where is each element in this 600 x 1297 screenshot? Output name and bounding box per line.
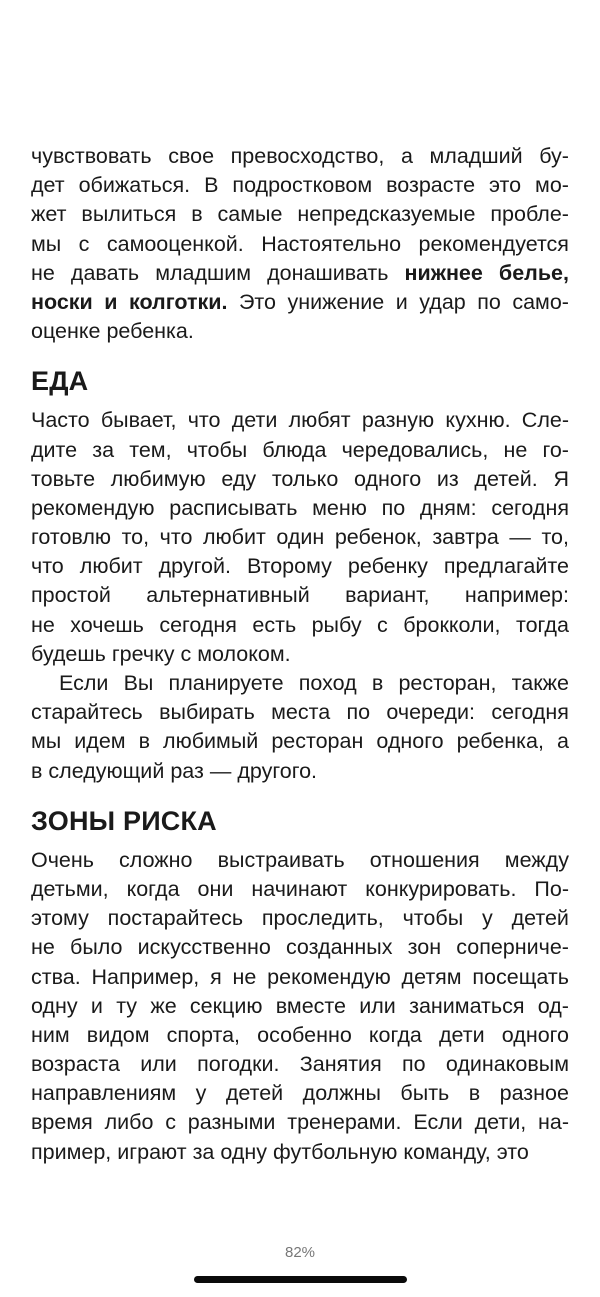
- word: оценке: [31, 319, 101, 344]
- word: мо-: [535, 173, 569, 198]
- text-line: [31, 317, 569, 346]
- word: сложно: [119, 847, 193, 872]
- text-line: [31, 142, 569, 171]
- text-line: [31, 171, 569, 200]
- word: сегодня: [491, 495, 569, 520]
- text-line: [31, 992, 569, 1021]
- word: обижаться.: [78, 173, 191, 198]
- word: разную: [361, 408, 435, 433]
- word: или: [359, 993, 396, 1018]
- word: альтернативный: [146, 583, 310, 608]
- word: это: [489, 173, 522, 198]
- word: донашивать: [267, 260, 389, 285]
- word: унижение: [287, 289, 385, 314]
- word: проследить,: [261, 906, 384, 931]
- word: пример,: [31, 1139, 112, 1164]
- word: будешь: [31, 641, 106, 666]
- text-line: [31, 669, 569, 698]
- word: предлагайте: [443, 554, 569, 579]
- word: по: [401, 1052, 426, 1077]
- word: кухню.: [445, 408, 511, 433]
- word: ту: [116, 993, 138, 1018]
- word: поход: [298, 671, 357, 695]
- home-indicator[interactable]: [194, 1276, 407, 1283]
- word: же: [150, 993, 177, 1018]
- word: одного: [501, 1022, 569, 1047]
- word: любимую: [110, 466, 206, 491]
- word: одну: [31, 993, 78, 1018]
- word: рыбу: [311, 612, 362, 637]
- word: тем,: [129, 437, 172, 462]
- word: сегодня: [491, 700, 569, 725]
- word: детьми,: [31, 876, 109, 901]
- word: направлениям: [31, 1081, 177, 1106]
- text-line: [31, 1050, 569, 1079]
- word: —: [509, 525, 531, 550]
- text-line: [31, 259, 569, 288]
- word: младшим: [155, 260, 252, 285]
- word: само-: [512, 289, 569, 314]
- word: Вы: [123, 671, 154, 695]
- word: Я: [553, 466, 569, 491]
- word: расписывать: [169, 495, 298, 520]
- word: чувствовать: [31, 144, 152, 168]
- word: жет: [31, 202, 67, 227]
- word: превосходство,: [230, 144, 385, 168]
- word: когда: [368, 1022, 422, 1047]
- word: подростковом: [232, 173, 373, 198]
- word: пробле-: [490, 202, 569, 227]
- word: дите: [31, 437, 78, 462]
- word: разными: [187, 1110, 276, 1135]
- word: тогда: [515, 612, 569, 637]
- word: одного: [353, 466, 422, 491]
- word: бу-: [539, 144, 569, 168]
- word: детей.: [474, 466, 538, 491]
- food-paragraph-1: [31, 406, 569, 669]
- word: искусственно: [137, 935, 271, 960]
- word: секцию: [189, 993, 263, 1018]
- text-line: [31, 698, 569, 727]
- word: завтра: [432, 525, 499, 550]
- word: давать: [70, 260, 140, 285]
- word: а: [400, 144, 413, 168]
- word: не: [232, 964, 257, 989]
- word: Занятия: [299, 1052, 382, 1077]
- word: ства.: [31, 964, 81, 989]
- word: любит: [202, 525, 266, 550]
- text-line: [31, 494, 569, 523]
- word: за: [92, 437, 115, 462]
- word: быть: [400, 1081, 450, 1106]
- text-line: [31, 933, 569, 962]
- word: с: [180, 641, 192, 666]
- word: Второму: [246, 554, 332, 579]
- word: есть: [252, 612, 297, 637]
- word: чередовались,: [341, 437, 489, 462]
- word: что: [187, 408, 221, 433]
- word: вылиться: [81, 202, 177, 227]
- word: начинают: [251, 876, 348, 901]
- word: постарайтесь: [107, 906, 244, 931]
- word: видом: [86, 1022, 150, 1047]
- word: что: [31, 554, 64, 579]
- word: готовлю: [31, 525, 112, 550]
- bold-word: носки: [31, 289, 93, 314]
- word: Часто: [31, 408, 90, 433]
- word: один: [276, 525, 325, 550]
- text-line: [31, 875, 569, 904]
- word: самооценкой.: [106, 231, 244, 256]
- word: следующий: [48, 758, 165, 783]
- word: особенно: [257, 1022, 352, 1047]
- word: ресторан,: [398, 671, 497, 695]
- word: а: [557, 729, 569, 754]
- word: меню: [312, 495, 367, 520]
- word: планируете: [168, 671, 284, 695]
- word: любит: [79, 554, 143, 579]
- word: в: [191, 202, 203, 227]
- word: детей: [511, 906, 569, 931]
- word: конкурировать.: [365, 876, 517, 901]
- word: по: [477, 289, 501, 314]
- word: старайтесь: [31, 700, 143, 725]
- word: ресторан: [271, 729, 364, 754]
- word: вариант,: [345, 583, 430, 608]
- word: одинаковым: [445, 1052, 569, 1077]
- text-line: [31, 846, 569, 875]
- word: вместе: [275, 993, 346, 1018]
- word: хочешь: [70, 612, 144, 637]
- word: го-: [542, 437, 569, 462]
- word: брокколи,: [403, 612, 501, 637]
- text-line: [31, 1138, 569, 1167]
- intro-paragraph: [31, 142, 569, 346]
- text-line: [31, 963, 569, 992]
- word: другой.: [158, 554, 231, 579]
- word: только: [271, 466, 339, 491]
- word: отношения: [369, 847, 480, 872]
- word: дети,: [474, 1110, 527, 1135]
- section-heading-risk-zones: ЗОНЫ РИСКА: [31, 805, 217, 836]
- word: раз: [170, 758, 204, 783]
- text-line: [31, 436, 569, 465]
- word: молоком.: [197, 641, 291, 666]
- word: в: [468, 1081, 481, 1106]
- word: свое: [168, 144, 215, 168]
- text-line: [31, 288, 569, 317]
- text-line: [31, 406, 569, 435]
- text-line: [31, 904, 569, 933]
- word: и: [90, 993, 103, 1018]
- word: В: [204, 173, 219, 198]
- word: одну: [220, 1139, 268, 1164]
- word: за: [192, 1139, 215, 1164]
- word: дети: [439, 1022, 485, 1047]
- text-line: [31, 1021, 569, 1050]
- word: Если: [59, 671, 109, 695]
- word: Это: [238, 289, 276, 314]
- word: ребенка,: [456, 729, 544, 754]
- text-line: [31, 523, 569, 552]
- word: возраста: [31, 1052, 120, 1077]
- bold-word: колготки.: [128, 289, 228, 314]
- word: с: [377, 612, 388, 637]
- word: дет: [31, 173, 65, 198]
- word: должны: [302, 1081, 381, 1106]
- risk-zones-paragraph: [31, 846, 569, 1167]
- word: или: [140, 1052, 177, 1077]
- word: товьте: [31, 466, 96, 491]
- word: мы: [31, 729, 62, 754]
- text-line: [31, 1079, 569, 1108]
- word: непредсказуемые: [297, 202, 476, 227]
- text-line: [31, 757, 569, 786]
- word: с: [165, 1110, 176, 1135]
- word: простой: [31, 583, 111, 608]
- word: Сле-: [521, 408, 569, 433]
- word: из: [436, 466, 459, 491]
- word: то,: [541, 525, 569, 550]
- bold-word: нижнее: [404, 260, 483, 285]
- word: с: [78, 231, 90, 256]
- word: дети: [231, 408, 278, 433]
- word: не: [503, 437, 528, 462]
- word: любимый: [163, 729, 259, 754]
- word: по: [346, 700, 371, 725]
- text-line: [31, 1108, 569, 1137]
- word: у: [195, 1081, 207, 1106]
- text-line: [31, 611, 569, 640]
- word: по: [381, 495, 406, 520]
- word: од-: [537, 993, 569, 1018]
- word: этому: [31, 906, 89, 931]
- word: команду,: [403, 1139, 491, 1164]
- word: детям: [401, 964, 462, 989]
- word: между: [504, 847, 569, 872]
- word: зон: [407, 935, 442, 960]
- word: не: [31, 935, 55, 960]
- word: что: [159, 525, 193, 550]
- word: блюда: [262, 437, 327, 462]
- word: дням:: [419, 495, 477, 520]
- word: Например,: [91, 964, 200, 989]
- section-heading-food: ЕДА: [31, 366, 89, 397]
- word: погодки.: [197, 1052, 280, 1077]
- word: заниматься: [409, 993, 525, 1018]
- word: на-: [538, 1110, 569, 1135]
- word: младший: [429, 144, 523, 168]
- text-line: [31, 200, 569, 229]
- word: в: [138, 729, 151, 754]
- word: это: [496, 1139, 529, 1164]
- text-line: [31, 727, 569, 756]
- word: в: [371, 671, 384, 695]
- word: играют: [117, 1139, 187, 1164]
- word: рекомендую: [31, 495, 155, 520]
- word: Очень: [31, 847, 94, 872]
- word: Настоятельно: [261, 231, 402, 256]
- word: ребенку: [347, 554, 428, 579]
- word: ребенок,: [334, 525, 422, 550]
- reader-page: [31, 142, 569, 1167]
- word: возрасте: [386, 173, 476, 198]
- word: одного: [376, 729, 444, 754]
- word: бывает,: [100, 408, 177, 433]
- word: либо: [104, 1110, 154, 1135]
- word: ним: [31, 1022, 70, 1047]
- word: я: [210, 964, 222, 989]
- text-line: [31, 552, 569, 581]
- word: например:: [464, 583, 569, 608]
- word: места: [271, 700, 331, 725]
- word: посещать: [472, 964, 569, 989]
- word: еду: [221, 466, 257, 491]
- word: сегодня: [159, 612, 237, 637]
- word: чтобы: [402, 906, 464, 931]
- word: детей: [225, 1081, 284, 1106]
- word: футбольную: [273, 1139, 398, 1164]
- bold-word: и: [104, 289, 118, 314]
- word: очереди:: [386, 700, 476, 725]
- word: было: [70, 935, 123, 960]
- word: ребенка.: [106, 319, 194, 344]
- word: также: [511, 671, 569, 695]
- word: в: [31, 758, 43, 783]
- word: гречку: [111, 641, 175, 666]
- word: По-: [534, 876, 569, 901]
- word: когда: [126, 876, 180, 901]
- word: Если: [413, 1110, 463, 1135]
- word: рекомендуется: [418, 231, 569, 256]
- word: выбирать: [159, 700, 255, 725]
- word: тренерами.: [287, 1110, 402, 1135]
- word: удар: [419, 289, 466, 314]
- word: у: [481, 906, 493, 931]
- word: выстраивать: [217, 847, 345, 872]
- word: разное: [499, 1081, 569, 1106]
- word: рекомендую: [267, 964, 391, 989]
- word: созданных: [285, 935, 393, 960]
- word: не: [31, 260, 55, 285]
- word: самые: [217, 202, 283, 227]
- word: —: [209, 758, 232, 783]
- bold-word: белье,: [498, 260, 569, 285]
- word: то,: [121, 525, 150, 550]
- food-paragraph-2: [31, 669, 569, 786]
- text-line: [31, 465, 569, 494]
- word: любят: [288, 408, 351, 433]
- word: соперниче-: [456, 935, 569, 960]
- reading-progress: 82%: [284, 1244, 316, 1261]
- word: спорта,: [166, 1022, 241, 1047]
- text-line: [31, 640, 569, 669]
- text-line: [31, 581, 569, 610]
- word: чтобы: [186, 437, 248, 462]
- word: время: [31, 1110, 93, 1135]
- word: не: [31, 612, 55, 637]
- word: они: [197, 876, 234, 901]
- word: и: [395, 289, 408, 314]
- text-line: [31, 230, 569, 259]
- word: идем: [74, 729, 126, 754]
- word: другого.: [237, 758, 318, 783]
- word: мы: [31, 231, 62, 256]
